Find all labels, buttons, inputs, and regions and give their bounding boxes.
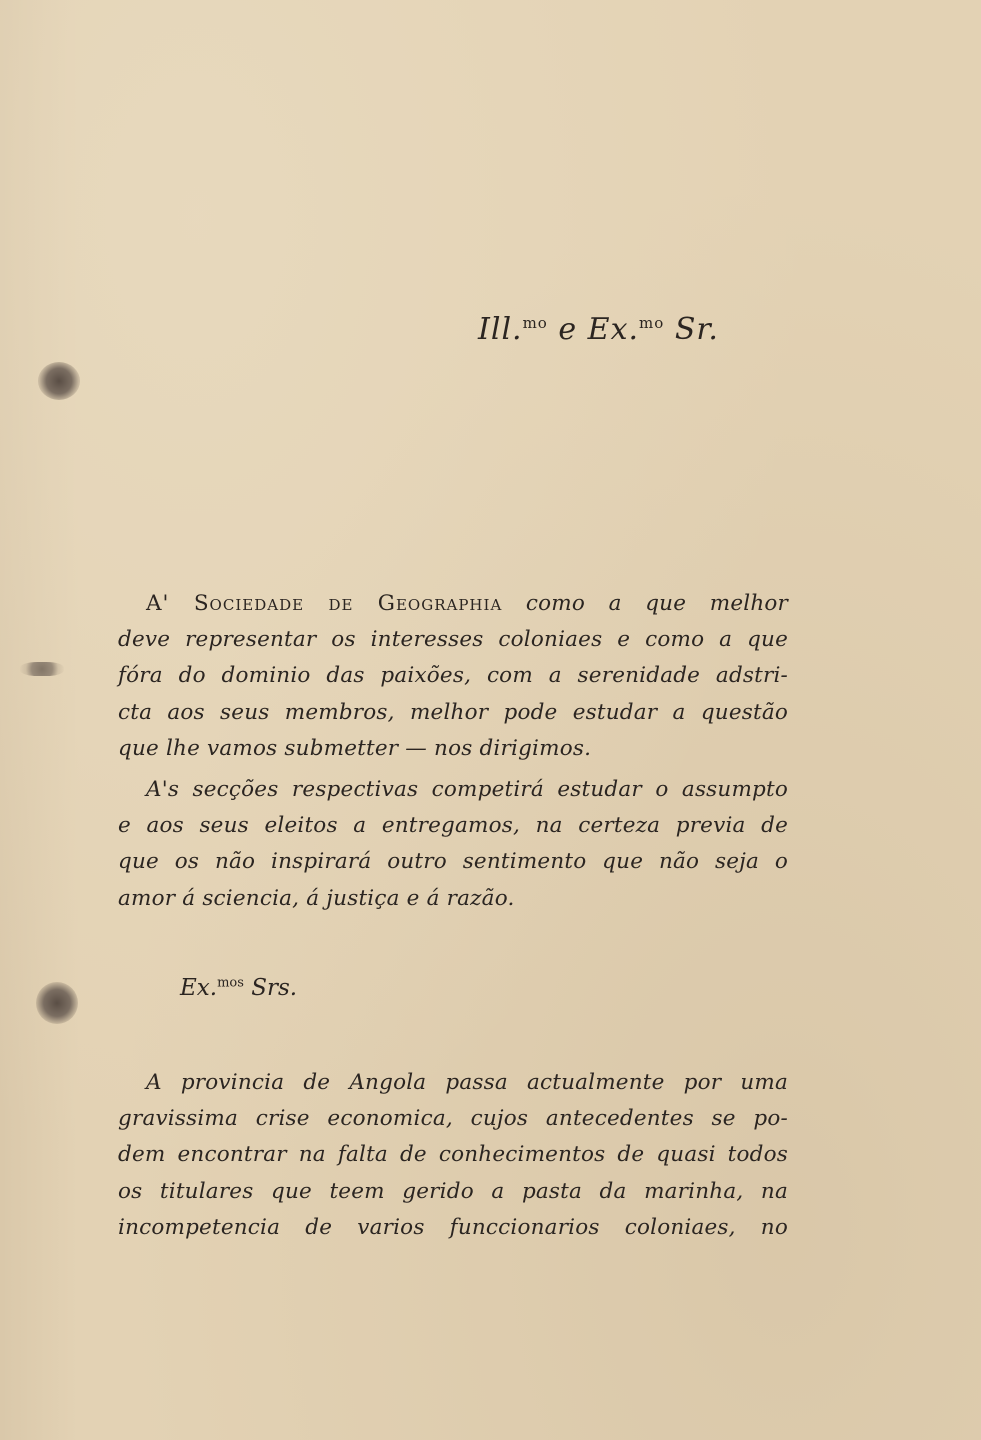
paragraph-line: A' Sociedade de Geographia como a que melhor <box>146 591 788 616</box>
binding-hole <box>38 362 80 400</box>
paragraph-line: gravissima crise economica, cujos antecedentes se po- <box>118 1106 788 1132</box>
paragraph-line: A provincia de Angola passa actualmente por uma <box>146 1070 788 1095</box>
paragraph-line: que os não inspirará outro sentimento que não seja o <box>118 849 788 875</box>
paragraph-intro <box>118 586 788 767</box>
salutation-heading: Ill.$^{mo}$ e Ex.$^{mo}$ Sr. <box>478 312 719 347</box>
paragraph-line: deve representar os interesses coloniaes e como a que <box>118 627 788 653</box>
paragraph-line: fóra do dominio das paixões, com a serenidade adstri- <box>118 663 788 689</box>
address-heading: Ex.$^{mos}$ Srs. <box>180 975 298 1001</box>
paragraph-line: incompetencia de varios funccionarios coloniaes, no <box>118 1214 788 1240</box>
paragraph-sections <box>118 772 788 917</box>
society-name: A' Sociedade de Geographia <box>146 591 503 616</box>
paragraph-line: amor á sciencia, á justiça e á razão. <box>118 885 515 911</box>
paragraph-line: dem encontrar na falta de conhecimentos de quasi todos <box>118 1142 788 1168</box>
paragraph-line: A's secções respectivas competirá estudar o assumpto <box>146 777 788 802</box>
paragraph-line: cta aos seus membros, melhor pode estudar a questão <box>118 699 788 725</box>
paragraph-angola <box>118 1065 788 1246</box>
paragraph-line: os titulares que teem gerido a pasta da marinha, na <box>118 1178 788 1204</box>
binding-hole <box>20 662 64 676</box>
paragraph-line: e aos seus eleitos a entregamos, na certeza previa de <box>118 813 788 839</box>
paragraph-line: que lhe vamos submetter — nos dirigimos. <box>118 735 592 761</box>
binding-hole <box>36 982 78 1024</box>
